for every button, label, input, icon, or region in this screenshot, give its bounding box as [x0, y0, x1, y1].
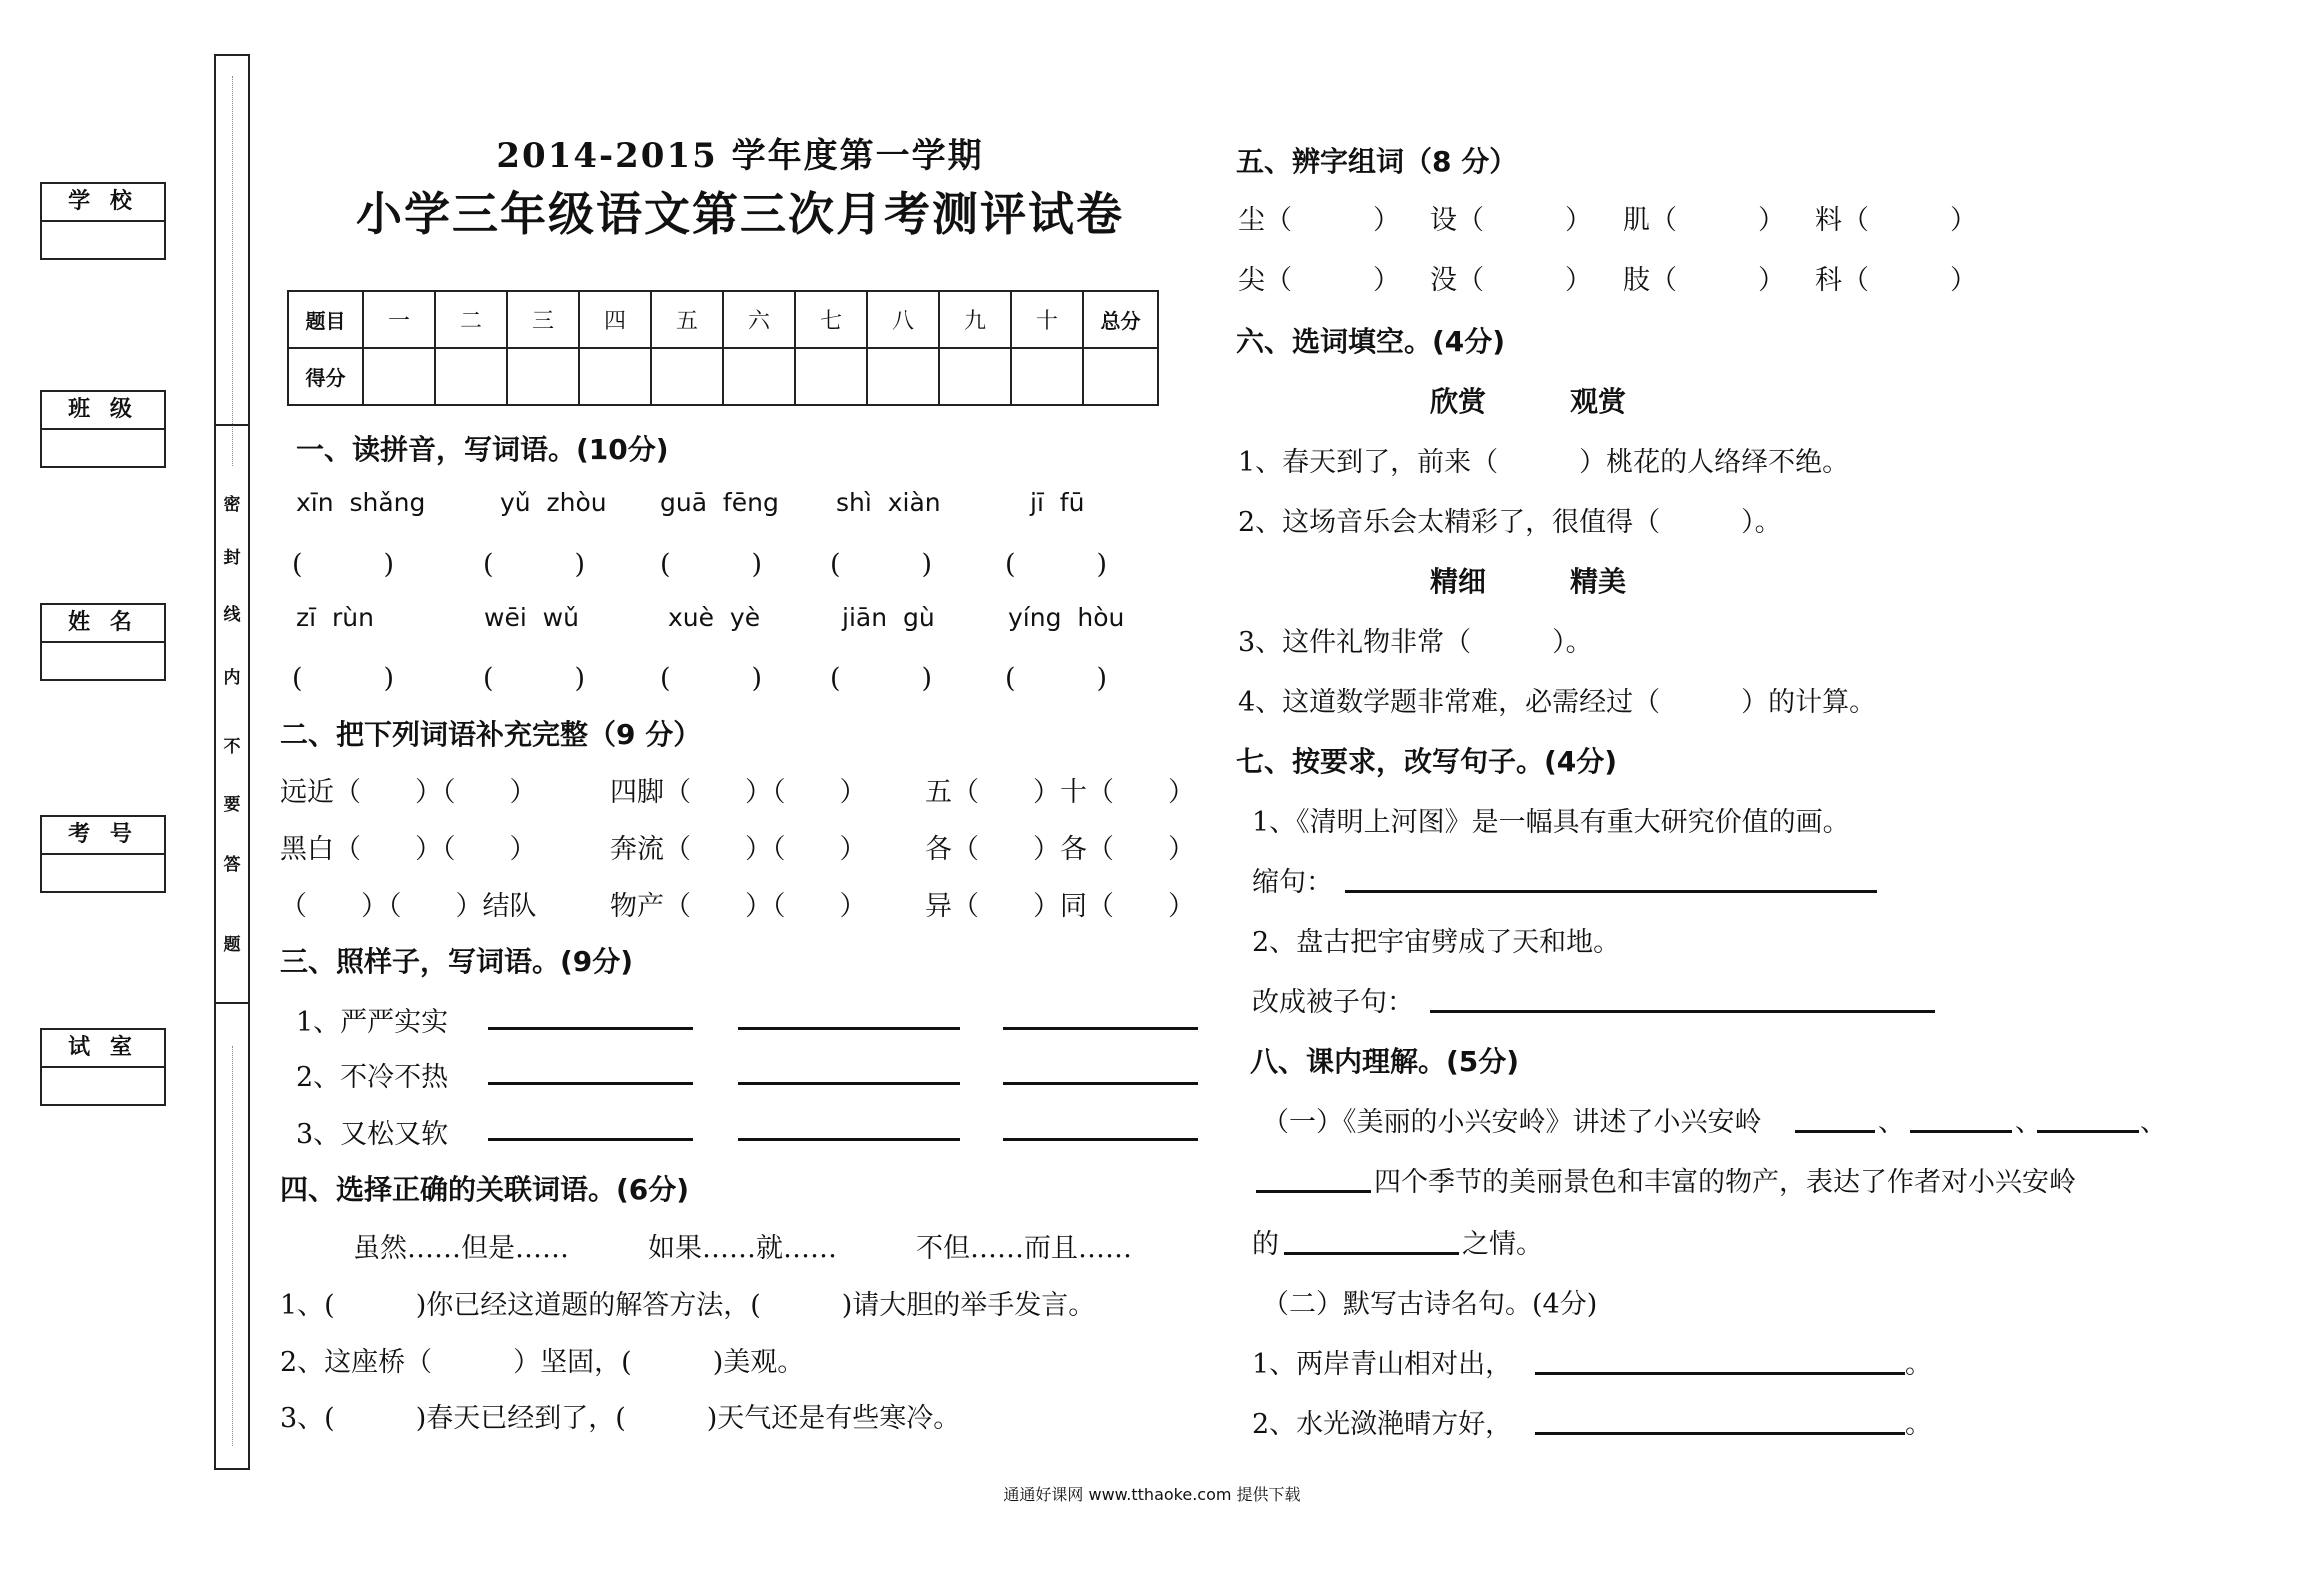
q6-item[interactable]: 3、这件礼物非常（ ）。	[1238, 627, 1593, 658]
seal-char: 封	[223, 548, 241, 568]
seal-divider	[216, 1002, 248, 1004]
seal-dotted-line	[232, 1046, 233, 1446]
footer-credit: 通通好课网 www.tthaoke.com 提供下载	[1003, 1485, 1301, 1504]
idiom-blank[interactable]: 各（ ）各（ ）	[925, 834, 1195, 865]
score-header-cell: 总分	[1083, 291, 1158, 348]
school-label: 学 校	[42, 184, 164, 222]
idiom-blank[interactable]: 远近（ ）（ ）	[280, 777, 537, 808]
score-table	[287, 290, 1159, 406]
q8-passage: 四个季节的美丽景色和丰富的物产，表达了作者对小兴安岭	[1374, 1167, 2076, 1198]
score-cell[interactable]	[939, 348, 1011, 405]
answer-line[interactable]	[1910, 1130, 2012, 1133]
score-header-cell: 九	[939, 291, 1011, 348]
char-blank[interactable]: 尘（ ）	[1238, 205, 1400, 236]
score-header-cell: 三	[507, 291, 579, 348]
score-header-cell: 十	[1011, 291, 1083, 348]
score-cell[interactable]	[723, 348, 795, 405]
idiom-blank[interactable]: 四脚（ ）（ ）	[610, 777, 867, 808]
pinyin: yǔ zhòu	[500, 488, 607, 517]
score-header-cell: 七	[795, 291, 867, 348]
answer-line[interactable]	[488, 1027, 693, 1030]
char-blank[interactable]: 没（ ）	[1430, 265, 1592, 296]
idiom-blank[interactable]: 黑白（ ）（ ）	[280, 834, 537, 865]
pinyin: shì xiàn	[836, 488, 941, 517]
answer-bracket[interactable]: ( )	[830, 663, 933, 694]
q6-item[interactable]: 4、这道数学题非常难，必需经过（ ）的计算。	[1238, 687, 1877, 718]
score-header-cell: 二	[435, 291, 507, 348]
score-cell[interactable]	[795, 348, 867, 405]
pinyin: jī fū	[1030, 488, 1085, 517]
answer-line[interactable]	[1795, 1130, 1875, 1133]
score-header-cell: 八	[867, 291, 939, 348]
q1-heading: 一、读拼音，写词语。(10分)	[296, 433, 669, 466]
score-cell[interactable]	[1011, 348, 1083, 405]
exam-number-box	[40, 815, 166, 893]
poem-line: 1、两岸青山相对出，	[1252, 1349, 1513, 1380]
answer-line[interactable]	[738, 1027, 960, 1030]
idiom-blank[interactable]: 异（ ）同（ ）	[925, 891, 1195, 922]
exam-number-label: 考 号	[42, 817, 164, 855]
q7-sentence: 2、盘古把宇宙劈成了天和地。	[1252, 927, 1621, 958]
pinyin: xuè yè	[668, 603, 761, 632]
word-choices: 欣赏 观赏	[1430, 385, 1627, 418]
answer-line[interactable]	[1535, 1432, 1905, 1435]
answer-line[interactable]	[738, 1082, 960, 1085]
score-row-label: 得分	[288, 348, 363, 405]
pinyin: jiān gù	[842, 603, 935, 632]
answer-line[interactable]	[1345, 890, 1877, 893]
q7-prompt: 改成被子句：	[1252, 987, 1414, 1018]
char-blank[interactable]: 肢（ ）	[1623, 265, 1785, 296]
word-choices: 精细 精美	[1430, 565, 1627, 598]
title-year: 2014-2015 学年度第一学期	[496, 136, 984, 176]
answer-bracket[interactable]: ( )	[660, 549, 763, 580]
score-row	[288, 348, 1158, 405]
period: 。	[1905, 1349, 1932, 1380]
answer-line[interactable]	[1003, 1082, 1198, 1085]
comma: 、	[1878, 1107, 1905, 1138]
school-box	[40, 182, 166, 260]
score-header-row	[288, 291, 1158, 348]
score-header-cell: 五	[651, 291, 723, 348]
answer-bracket[interactable]: ( )	[292, 549, 395, 580]
comma: 、	[2140, 1107, 2167, 1138]
q4-heading: 四、选择正确的关联词语。(6分)	[280, 1173, 690, 1206]
connector-option: 不但……而且……	[916, 1233, 1132, 1264]
answer-line[interactable]	[1003, 1027, 1198, 1030]
q8-passage: （一）《美丽的小兴安岭》讲述了小兴安岭	[1262, 1107, 1762, 1138]
q5-heading: 五、辨字组词（8 分）	[1236, 145, 1518, 178]
char-blank[interactable]: 尖（ ）	[1238, 265, 1400, 296]
period: 。	[1905, 1409, 1932, 1440]
q3-example: 3、又松又软	[296, 1119, 449, 1150]
answer-line[interactable]	[1535, 1372, 1905, 1375]
seal-char: 要	[223, 795, 241, 815]
answer-bracket[interactable]: ( )	[1005, 663, 1108, 694]
connector-option: 如果……就……	[648, 1233, 837, 1264]
q8-passage: 之情。	[1462, 1229, 1543, 1260]
answer-line[interactable]	[1284, 1252, 1459, 1255]
class-box	[40, 390, 166, 468]
answer-line[interactable]	[738, 1138, 960, 1141]
pinyin: zī rùn	[296, 603, 374, 632]
seal-dotted-line	[232, 76, 233, 466]
seal-divider	[216, 424, 248, 426]
score-cell[interactable]	[651, 348, 723, 405]
seal-char: 不	[223, 737, 241, 757]
score-cell[interactable]	[507, 348, 579, 405]
char-blank[interactable]: 科（ ）	[1815, 265, 1977, 296]
score-header-cell: 一	[363, 291, 435, 348]
answer-bracket[interactable]: ( )	[1005, 549, 1108, 580]
seal-char: 题	[223, 935, 241, 955]
answer-line[interactable]	[1256, 1190, 1371, 1193]
score-header-cell: 四	[579, 291, 651, 348]
q3-heading: 三、照样子，写词语。(9分)	[280, 945, 634, 978]
idiom-blank[interactable]: 物产（ ）（ ）	[610, 891, 867, 922]
answer-line[interactable]	[1003, 1138, 1198, 1141]
idiom-blank[interactable]: （ ）（ ）结队	[280, 891, 537, 922]
score-cell[interactable]	[867, 348, 939, 405]
exam-room-label: 试 室	[42, 1030, 164, 1068]
q8-heading: 八、课内理解。(5分)	[1250, 1045, 1520, 1078]
q8-sub-heading: （二）默写古诗名句。(4分)	[1262, 1289, 1598, 1320]
pinyin: wēi wǔ	[484, 603, 579, 632]
score-cell[interactable]	[363, 348, 435, 405]
score-cell[interactable]	[1083, 348, 1158, 405]
q3-example: 1、严严实实	[296, 1007, 449, 1038]
pinyin: yíng hòu	[1008, 603, 1125, 632]
idiom-blank[interactable]: 奔流（ ）（ ）	[610, 834, 867, 865]
score-header-cell: 题目	[288, 291, 363, 348]
char-blank[interactable]: 肌（ ）	[1623, 205, 1785, 236]
comma: 、	[2015, 1107, 2042, 1138]
q4-item[interactable]: 3、( )春天已经到了，( )天气还是有些寒冷。	[280, 1403, 961, 1434]
pinyin: guā fēng	[660, 488, 779, 517]
q7-heading: 七、按要求，改写句子。(4分)	[1236, 745, 1618, 778]
exam-room-box	[40, 1028, 166, 1106]
answer-line[interactable]	[488, 1138, 693, 1141]
poem-line: 2、水光潋滟晴方好，	[1252, 1409, 1513, 1440]
answer-bracket[interactable]: ( )	[830, 549, 933, 580]
q4-item[interactable]: 2、这座桥（ ）坚固，( )美观。	[280, 1347, 805, 1378]
pinyin: xīn shǎng	[296, 488, 426, 517]
q4-item[interactable]: 1、( )你已经这道题的解答方法，( )请大胆的举手发言。	[280, 1290, 1096, 1321]
answer-line[interactable]	[488, 1082, 693, 1085]
answer-line[interactable]	[1430, 1010, 1935, 1013]
answer-bracket[interactable]: ( )	[483, 549, 586, 580]
connector-option: 虽然……但是……	[353, 1233, 569, 1264]
answer-line[interactable]	[2037, 1130, 2139, 1133]
score-cell[interactable]	[435, 348, 507, 405]
class-label: 班 级	[42, 392, 164, 430]
score-cell[interactable]	[579, 348, 651, 405]
score-header-cell: 六	[723, 291, 795, 348]
q6-item[interactable]: 2、这场音乐会太精彩了，很值得（ ）。	[1238, 507, 1782, 538]
answer-bracket[interactable]: ( )	[292, 663, 395, 694]
q8-passage: 的	[1252, 1229, 1279, 1260]
q3-example: 2、不冷不热	[296, 1062, 449, 1093]
q6-item[interactable]: 1、春天到了，前来（ ）桃花的人络绎不绝。	[1238, 447, 1850, 478]
page-title: 小学三年级语文第三次月考测评试卷	[356, 187, 1124, 241]
char-blank[interactable]: 料（ ）	[1815, 205, 1977, 236]
name-box	[40, 603, 166, 681]
q6-heading: 六、选词填空。(4分)	[1236, 325, 1506, 358]
idiom-blank[interactable]: 五（ ）十（ ）	[925, 777, 1195, 808]
char-blank[interactable]: 设（ ）	[1430, 205, 1592, 236]
q2-heading: 二、把下列词语补充完整（9 分）	[280, 718, 702, 751]
seal-char: 密	[223, 495, 241, 515]
seal-strip	[214, 54, 250, 1470]
seal-char: 内	[223, 668, 241, 688]
seal-char: 线	[223, 605, 241, 625]
q7-sentence: 1、《清明上河图》是一幅具有重大研究价值的画。	[1252, 807, 1850, 838]
name-label: 姓 名	[42, 605, 164, 643]
q7-prompt: 缩句：	[1252, 867, 1333, 898]
answer-bracket[interactable]: ( )	[660, 663, 763, 694]
seal-char: 答	[223, 855, 241, 875]
answer-bracket[interactable]: ( )	[483, 663, 586, 694]
